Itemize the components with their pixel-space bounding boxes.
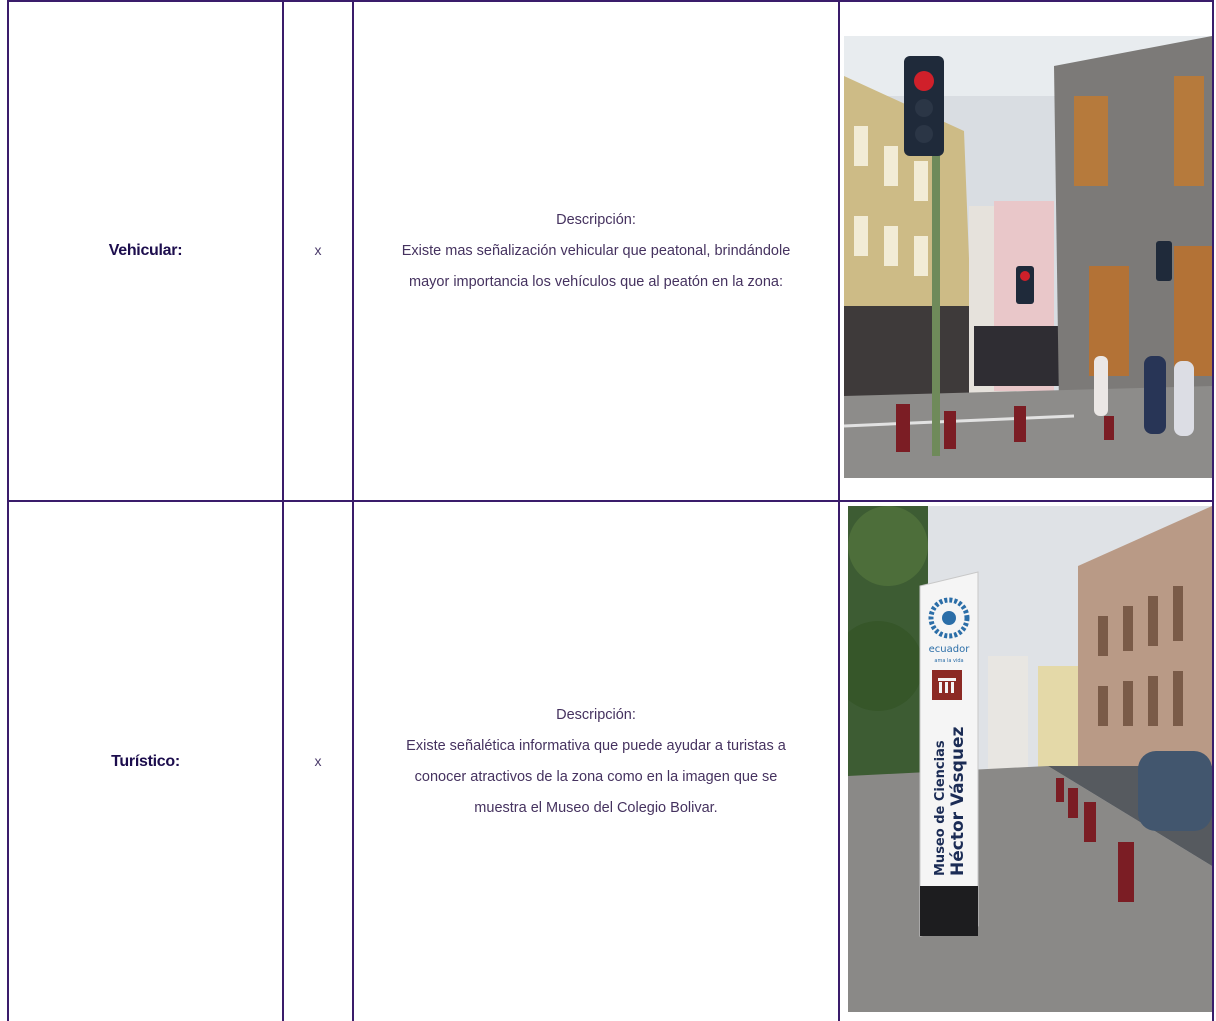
- check-mark: x: [314, 242, 322, 258]
- description-block: [354, 700, 838, 824]
- category-cell: [8, 501, 283, 1021]
- category-label: Vehicular:: [108, 242, 183, 259]
- description-cell: [353, 501, 839, 1021]
- description-line: mayor importancia los vehículos que al peatón en la zona:: [409, 273, 783, 290]
- sign-brand: ecuador: [928, 644, 970, 655]
- description-line: Existe mas señalización vehicular que peatonal, brindándole: [401, 242, 791, 259]
- description-line: muestra el Museo del Colegio Bolivar.: [474, 799, 718, 816]
- photo-cell: [839, 501, 1213, 1021]
- description-line: conocer atractivos de la zona como en la imagen que se: [414, 768, 778, 785]
- street-traffic-light-photo: [844, 36, 1212, 478]
- description-line: Existe señalética informativa que puede ayudar a turistas a: [406, 737, 786, 754]
- mark-cell: [283, 501, 353, 1021]
- museum-sign-photo: [848, 506, 1212, 1012]
- sign-line-1: Museo de Ciencias: [933, 740, 948, 876]
- description-cell: [353, 1, 839, 501]
- table-row-vehicular: [8, 1, 1213, 501]
- museum-photo-illustration: [848, 506, 1212, 1012]
- description-heading: Descripción:: [556, 211, 636, 228]
- photo-cell: [839, 1, 1213, 501]
- description-block: [354, 205, 838, 298]
- street-photo-illustration: [844, 36, 1212, 478]
- table-row-turistico: [8, 501, 1213, 1021]
- check-mark: x: [314, 752, 322, 769]
- category-label: Turístico:: [111, 752, 180, 770]
- signage-table: [7, 0, 1214, 1021]
- mark-cell: [283, 1, 353, 501]
- sign-line-2: Héctor Vásquez: [948, 726, 968, 876]
- sign-tagline: ama la vida: [934, 658, 964, 664]
- category-cell: [8, 1, 283, 501]
- description-heading: Descripción:: [556, 706, 636, 723]
